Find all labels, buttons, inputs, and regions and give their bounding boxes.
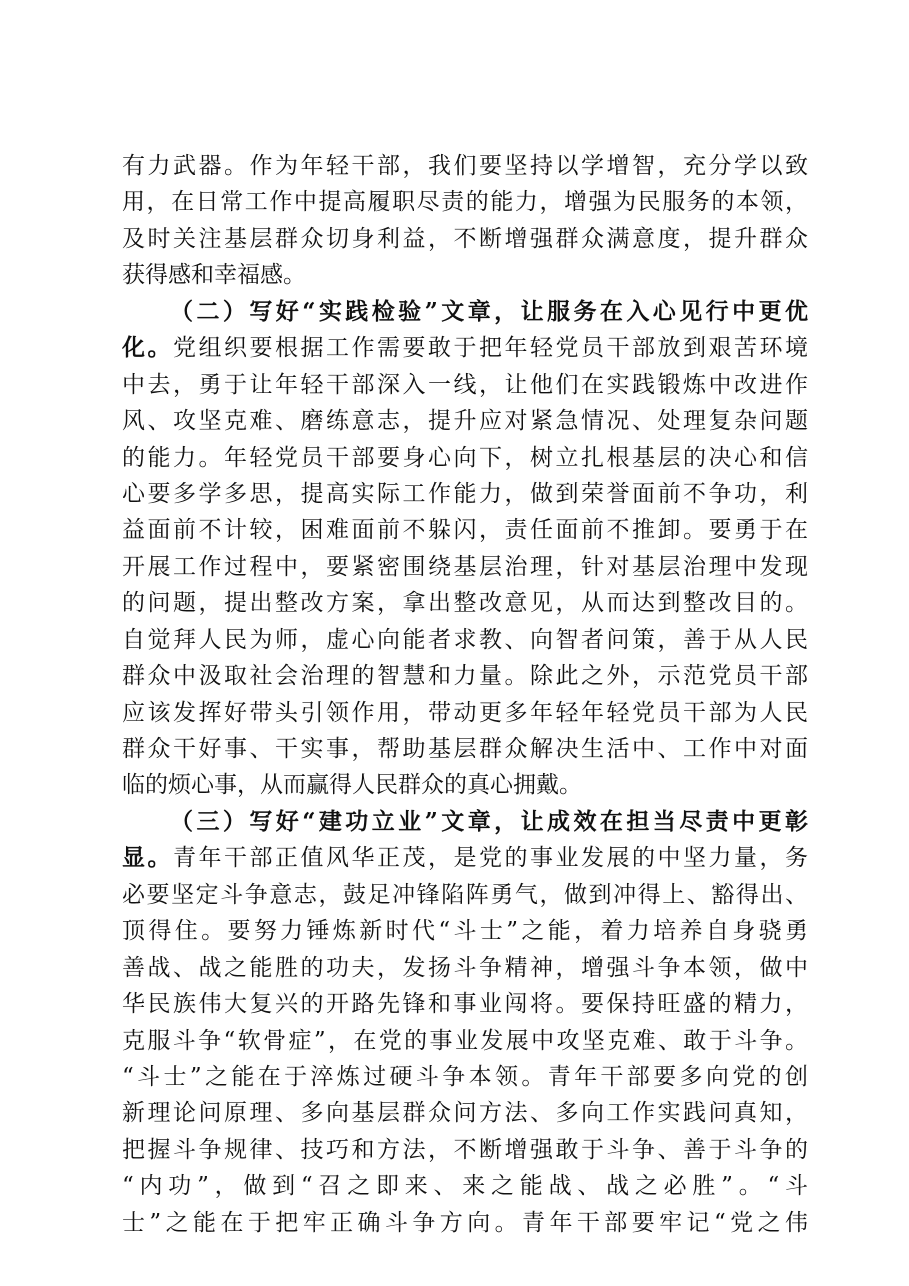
body-text: “内功”，做到“召之即来、来之能战、战之必胜”。“斗 (122, 1173, 808, 1200)
body-text: 的问题，提出整改方案，拿出整改意见，从而达到整改目的。 (122, 590, 808, 617)
body-text: 顶得住。要努力锤炼新时代“斗士”之能，着力培养自身骁勇 (122, 918, 808, 945)
body-text: 有力武器。作为年轻干部，我们要坚持以学增智，充分学以致 (122, 153, 808, 179)
text-line (122, 695, 808, 731)
text-line (122, 622, 808, 658)
text-line (122, 367, 808, 403)
text-line (122, 221, 808, 257)
heading-text: （三）写好“建功立业”文章，让成效在担当尽责中更彰 (170, 807, 808, 835)
text-line (122, 549, 808, 585)
text-line (122, 257, 808, 293)
body-text: 用，在日常工作中提高履职尽责的能力，增强为民服务的本领， (122, 189, 808, 216)
text-line (122, 950, 808, 986)
heading-text: （二）写好“实践检验”文章，让服务在入心见行中更优 (170, 297, 808, 325)
body-text: 克服斗争“软骨症”，在党的事业发展中攻坚克难、敢于斗争。 (122, 1027, 808, 1054)
body-text: 善战、战之能胜的功夫，发扬斗争精神，增强斗争本领，做中 (122, 954, 808, 981)
text-line (122, 658, 808, 694)
text-line (122, 840, 808, 876)
body-text: 临的烦心事，从而赢得人民群众的真心拥戴。 (122, 772, 582, 799)
body-text: 及时关注基层群众切身利益，不断增强群众满意度，提升群众 (122, 225, 808, 252)
body-text: 开展工作过程中，要紧密围绕基层治理，针对基层治理中发现 (122, 553, 808, 580)
body-text: 士”之能在于把牢正确斗争方向。青年干部要牢记“党之伟 (122, 1209, 808, 1236)
text-line (122, 1095, 808, 1131)
text-line (122, 148, 808, 184)
body-text: 中去，勇于让年轻干部深入一线，让他们在实践锻炼中改进作 (122, 371, 808, 398)
text-line (122, 913, 808, 949)
body-text: 新理论问原理、多向基层群众问方法、多向工作实践问真知， (122, 1100, 808, 1127)
text-line (122, 294, 808, 330)
text-line (122, 403, 808, 439)
body-text: 的能力。年轻党员干部要身心向下，树立扎根基层的决心和信 (122, 444, 808, 471)
heading-text: 显。 (122, 844, 173, 872)
body-text: “斗士”之能在于淬炼过硬斗争本领。青年干部要多向党的创 (122, 1063, 808, 1090)
body-text: 益面前不计较，困难面前不躲闪，责任面前不推卸。要勇于在 (122, 517, 808, 544)
body-text: 心要多学多思，提高实际工作能力，做到荣誉面前不争功，利 (122, 480, 808, 507)
text-line (122, 1023, 808, 1059)
text-line (122, 476, 808, 512)
body-text: 应该发挥好带头引领作用，带动更多年轻年轻党员干部为人民 (122, 699, 808, 726)
text-line (122, 877, 808, 913)
text-line (122, 330, 808, 366)
body-text: 把握斗争规律、技巧和方法，不断增强敢于斗争、善于斗争的 (122, 1136, 808, 1163)
text-line (122, 1132, 808, 1168)
text-line (122, 986, 808, 1022)
body-text: 自觉拜人民为师，虚心向能者求教、向智者问策，善于从人民 (122, 626, 808, 653)
text-line (122, 1059, 808, 1095)
text-line (122, 585, 808, 621)
body-text: 群众中汲取社会治理的智慧和力量。除此之外，示范党员干部 (122, 663, 808, 690)
text-line (122, 1205, 808, 1241)
body-text: 华民族伟大复兴的开路先锋和事业闯将。要保持旺盛的精力， (122, 991, 808, 1018)
text-line (122, 440, 808, 476)
body-text: 风、攻坚克难、磨练意志，提升应对紧急情况、处理复杂问题 (122, 408, 808, 435)
document-page (122, 148, 808, 1248)
text-line (122, 1168, 808, 1204)
body-text: 青年干部正值风华正茂，是党的事业发展的中坚力量，务 (173, 845, 808, 872)
text-line (122, 804, 808, 840)
body-text: 党组织要根据工作需要敢于把年轻党员干部放到艰苦环境 (173, 335, 808, 362)
body-text: 必要坚定斗争意志，鼓足冲锋陷阵勇气，做到冲得上、豁得出、 (122, 881, 808, 908)
text-line (122, 184, 808, 220)
heading-text: 化。 (122, 334, 173, 362)
body-text: 获得感和幸福感。 (122, 262, 306, 289)
text-line (122, 767, 808, 803)
text-line (122, 731, 808, 767)
text-line (122, 512, 808, 548)
body-text: 群众干好事、干实事，帮助基层群众解决生活中、工作中对面 (122, 736, 808, 762)
